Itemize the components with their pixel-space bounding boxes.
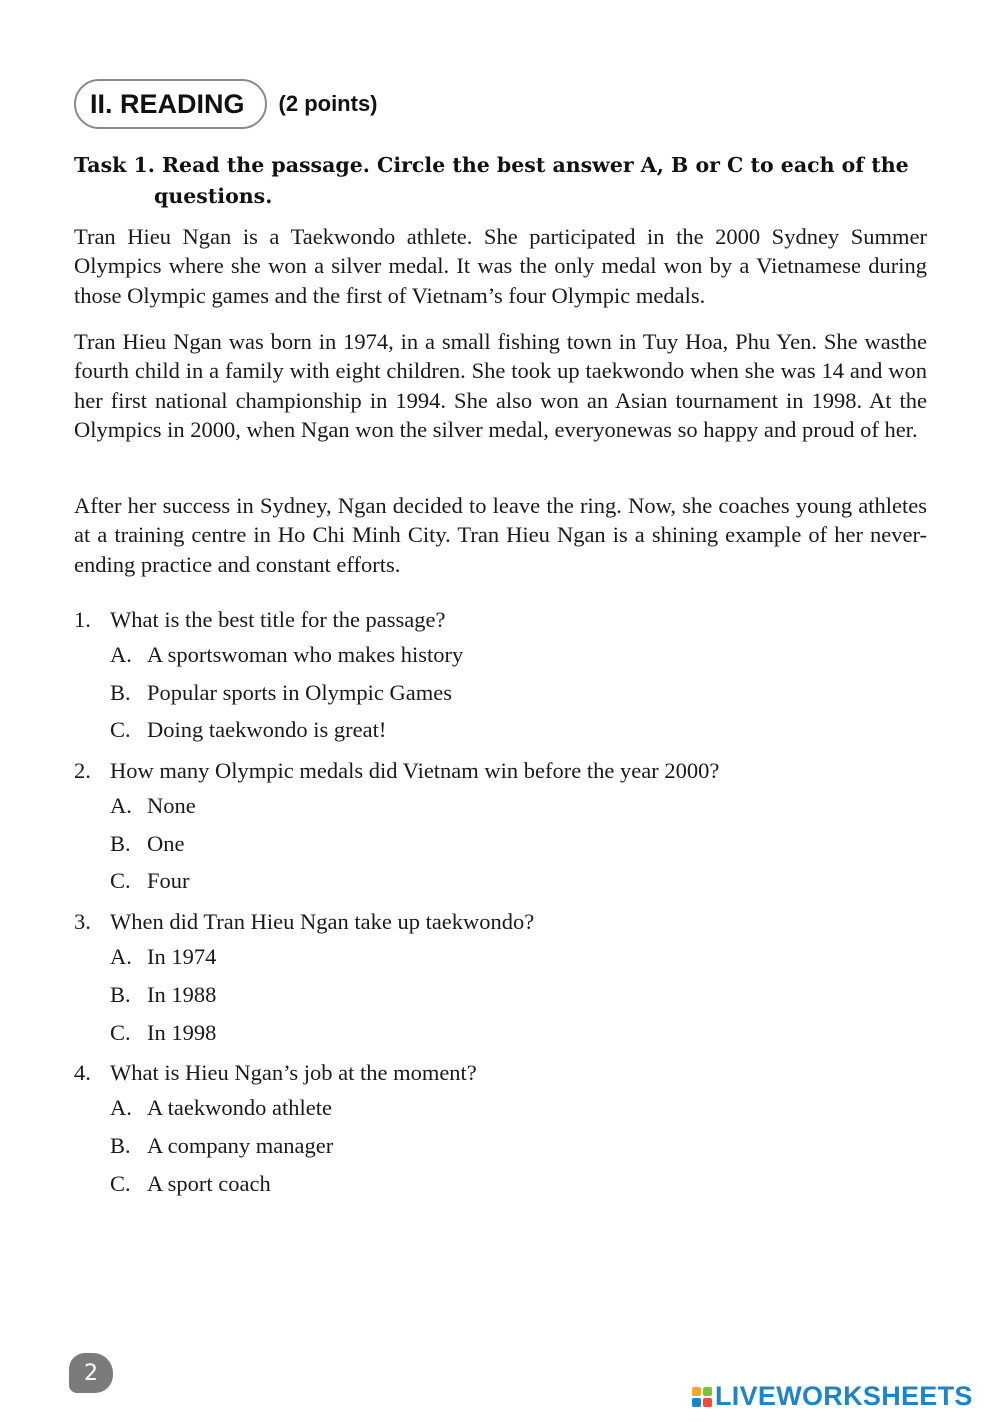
- answer-option-4c[interactable]: [74, 1165, 934, 1203]
- answer-option-3c[interactable]: [74, 1014, 934, 1052]
- option-letter: C.: [110, 1170, 131, 1196]
- option-letter: C.: [110, 717, 131, 743]
- question-number: 3.: [74, 909, 91, 935]
- option-text: A sportswoman who makes history: [147, 642, 464, 667]
- option-text: In 1998: [147, 1019, 217, 1045]
- option-letter: A.: [110, 1095, 132, 1121]
- option-text: One: [147, 830, 185, 856]
- task-instructions: [74, 150, 934, 212]
- question-text: How many Olympic medals did Vietnam win before the year 2000?: [110, 758, 720, 784]
- answer-option-1a[interactable]: [74, 636, 934, 674]
- passage-paragraph-2: [74, 327, 927, 444]
- option-text: A taekwondo athlete: [147, 1095, 332, 1121]
- answer-option-3b[interactable]: [74, 976, 934, 1014]
- task-instructions-line-2: questions.: [154, 184, 273, 208]
- option-text: Popular sports in Olympic Games: [147, 679, 452, 705]
- answer-option-3a[interactable]: [74, 938, 934, 976]
- passage-paragraph-1: [74, 222, 927, 310]
- option-text: In 1988: [147, 981, 217, 1007]
- answer-option-1b[interactable]: [74, 674, 934, 712]
- answer-option-2a[interactable]: [74, 787, 934, 825]
- question-text: When did Tran Hieu Ngan take up taekwondo?: [110, 909, 535, 935]
- option-letter: A.: [110, 793, 132, 819]
- task-instructions-line-1: Task 1. Read the passage. Circle the best answer A, B or C to each of the: [74, 153, 909, 177]
- brand-logo-icon: [692, 1387, 712, 1407]
- brand-name: LIVEWORKSHEETS: [715, 1381, 973, 1411]
- question-1: [74, 603, 934, 749]
- option-letter: B.: [110, 830, 131, 856]
- option-letter: B.: [110, 679, 131, 705]
- option-letter: C.: [110, 1019, 131, 1045]
- question-number: 1.: [74, 607, 91, 632]
- answer-option-2b[interactable]: [74, 825, 934, 863]
- section-header: [74, 78, 378, 130]
- question-4: [74, 1056, 934, 1202]
- option-text: In 1974: [147, 944, 217, 970]
- answer-option-1c[interactable]: [74, 711, 934, 749]
- option-letter: B.: [110, 1132, 131, 1158]
- question-text: What is the best title for the passage?: [110, 607, 446, 632]
- section-title: II. READING: [74, 79, 267, 129]
- option-text: A sport coach: [147, 1170, 271, 1196]
- question-list: [74, 603, 934, 1207]
- option-letter: C.: [110, 868, 131, 894]
- option-text: Doing taekwondo is great!: [147, 717, 387, 743]
- answer-option-4b[interactable]: [74, 1127, 934, 1165]
- answer-option-2c[interactable]: [74, 862, 934, 900]
- option-text: None: [147, 793, 196, 819]
- logo-square: [692, 1398, 701, 1407]
- logo-square: [692, 1387, 701, 1396]
- option-text: Four: [147, 868, 190, 894]
- logo-square: [703, 1398, 712, 1407]
- answer-option-4a[interactable]: [74, 1089, 934, 1127]
- question-text: What is Hieu Ngan’s job at the moment?: [110, 1060, 477, 1086]
- option-letter: B.: [110, 981, 131, 1007]
- passage-text: Tran Hieu Ngan is a Taekwondo athlete. She participated in the 2000 Sydney Summer Olympics where she won a silver medal. It was the only medal won by a Vietnamese during those Olympic games and the first of Vietnam’s four Olympic medals.: [74, 224, 927, 308]
- question-3: [74, 905, 934, 1051]
- brand-watermark: [692, 1381, 973, 1412]
- question-2: [74, 754, 934, 900]
- passage-text: Tran Hieu Ngan was born in 1974, in a small fishing town in Tuy Hoa, Phu Yen. She wasthe fourth child in a family with eight children. She took up taekwondo when she was 14 and won her first national championship in 1994. She also won an Asian tournament in 1998. At the Olympics in 2000, when Ngan won the silver medal, everyonewas so happy and proud of her.: [74, 329, 927, 442]
- page-number: 2: [69, 1353, 113, 1393]
- option-letter: A.: [110, 642, 132, 667]
- option-letter: A.: [110, 944, 132, 970]
- question-number: 4.: [74, 1060, 91, 1086]
- passage-paragraph-3: [74, 491, 927, 579]
- section-points: (2 points): [278, 91, 378, 116]
- option-text: A company manager: [147, 1132, 334, 1158]
- logo-square: [703, 1387, 712, 1396]
- question-number: 2.: [74, 758, 91, 784]
- passage-text: After her success in Sydney, Ngan decided to leave the ring. Now, she coaches young athletes at a training centre in Ho Chi Minh City. Tran Hieu Ngan is a shining example of her never-ending practice and constant efforts.: [74, 493, 927, 577]
